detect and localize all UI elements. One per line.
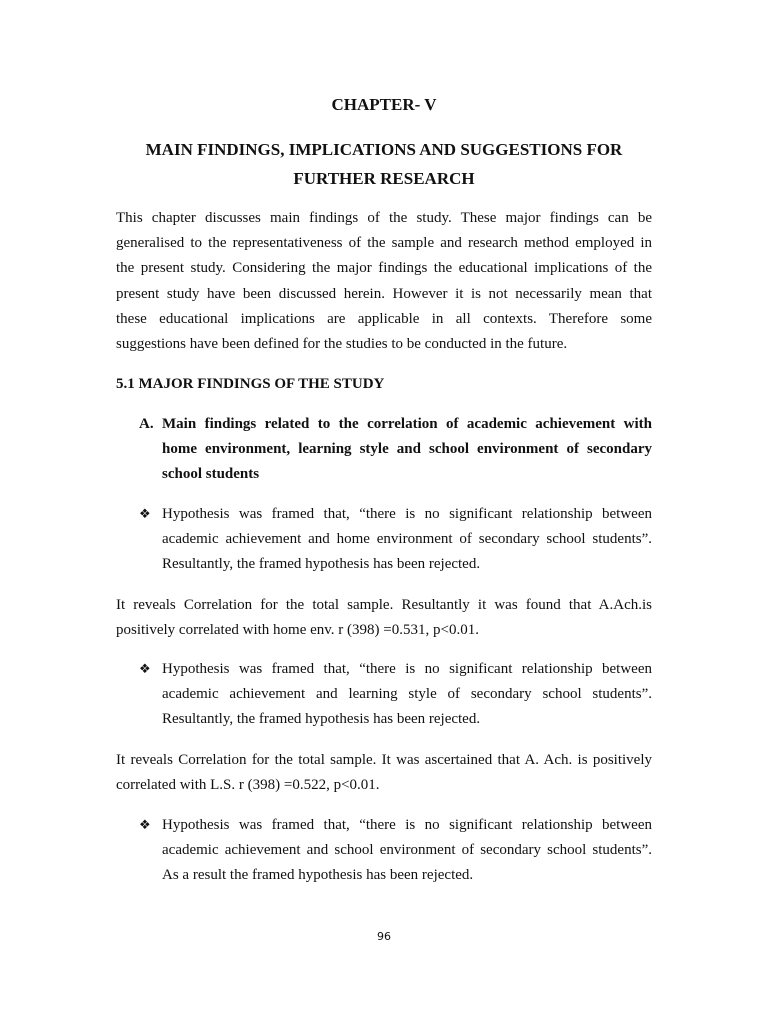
text-line: the present study. Considering the major findings the educational implications of the bbox=[116, 260, 652, 277]
diamond-bullet-icon: ❖ bbox=[139, 507, 151, 522]
text-line: correlated with L.S. r (398) =0.522, p<0.01. bbox=[116, 777, 380, 794]
hypothesis-text bbox=[162, 502, 652, 578]
text-line: these educational implications are applicable in all contexts. Therefore some bbox=[116, 310, 652, 327]
text-line: It reveals Correlation for the total sample. It was ascertained that A. Ach. is positively bbox=[116, 752, 652, 768]
text-line: This chapter discusses main findings of the study. These major findings can be bbox=[116, 210, 652, 226]
text-line: Hypothesis was framed that, “there is no significant relationship between bbox=[162, 506, 652, 522]
finding-heading-text bbox=[162, 412, 652, 488]
intro-paragraph bbox=[116, 206, 652, 357]
chapter-title-line: MAIN FINDINGS, IMPLICATIONS AND SUGGESTIONS FOR bbox=[145, 140, 623, 159]
hypothesis-text bbox=[162, 813, 652, 889]
text-line: Resultantly, the framed hypothesis has been rejected. bbox=[162, 556, 481, 573]
finding-marker: A. bbox=[139, 416, 154, 432]
text-line: As a result the framed hypothesis has been rejected. bbox=[162, 867, 474, 884]
text-line: present study have been discussed herein. However it is not necessarily mean that bbox=[116, 285, 652, 302]
text-line: school students bbox=[162, 466, 260, 483]
text-line: academic achievement and home environment of secondary school students”. bbox=[162, 531, 652, 548]
diamond-bullet-icon: ❖ bbox=[139, 818, 151, 833]
text-line: academic achievement and learning style of secondary school students”. bbox=[162, 686, 652, 703]
text-line: It reveals Correlation for the total sample. Resultantly it was found that A.Ach.is bbox=[116, 597, 652, 613]
text-line: Hypothesis was framed that, “there is no significant relationship between bbox=[162, 817, 652, 833]
page-number: 96 bbox=[377, 930, 391, 943]
diamond-bullet-icon: ❖ bbox=[139, 662, 151, 677]
text-line: generalised to the representativeness of the sample and research method employed in bbox=[116, 235, 652, 252]
text-line: Resultantly, the framed hypothesis has been rejected. bbox=[162, 711, 481, 728]
result-paragraph bbox=[116, 748, 652, 798]
section-heading: 5.1 MAJOR FINDINGS OF THE STUDY bbox=[116, 376, 385, 392]
text-line: Main findings related to the correlation of academic achievement with bbox=[162, 416, 652, 432]
chapter-title bbox=[60, 135, 708, 193]
text-line: Hypothesis was framed that, “there is no significant relationship between bbox=[162, 661, 652, 677]
text-line: home environment, learning style and school environment of secondary bbox=[162, 441, 652, 458]
result-paragraph bbox=[116, 593, 652, 643]
text-line: suggestions have been defined for the studies to be conducted in the future. bbox=[116, 336, 568, 353]
text-line: positively correlated with home env. r (398) =0.531, p<0.01. bbox=[116, 622, 479, 639]
hypothesis-text bbox=[162, 657, 652, 733]
chapter-label: CHAPTER- V bbox=[331, 95, 437, 114]
text-line: academic achievement and school environment of secondary school students”. bbox=[162, 842, 652, 859]
chapter-title-line: FURTHER RESEARCH bbox=[293, 169, 475, 188]
